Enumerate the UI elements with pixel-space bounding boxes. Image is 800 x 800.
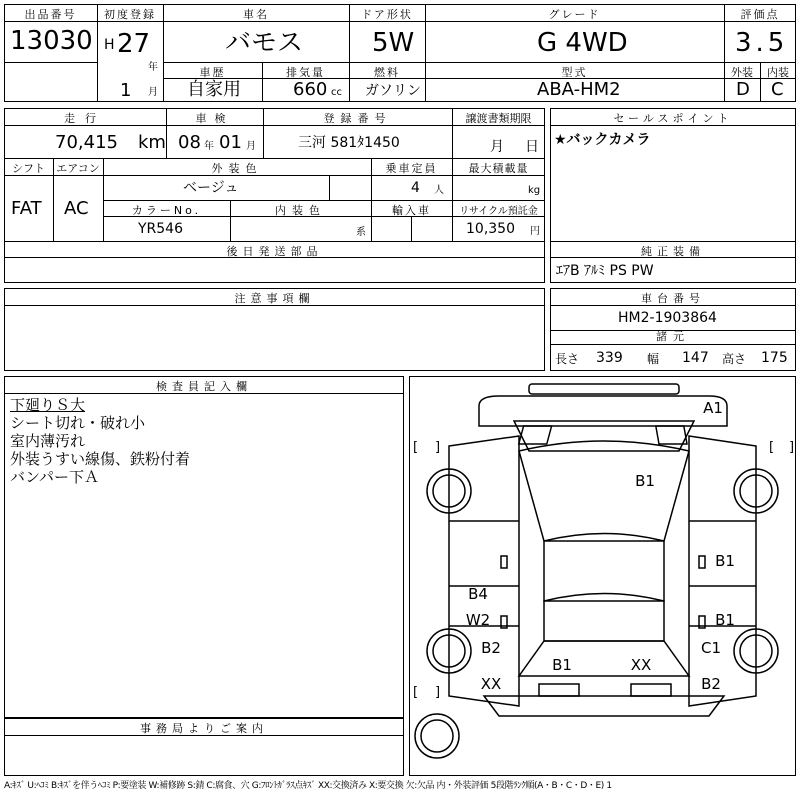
chassis-number: HM2-1903864 bbox=[618, 310, 717, 326]
year-unit: 年 bbox=[148, 62, 158, 73]
score: 3.5 bbox=[735, 28, 789, 58]
front-bumper-shape bbox=[529, 384, 679, 394]
car-name: バモス bbox=[225, 28, 304, 58]
shift-label: シフト bbox=[12, 162, 45, 175]
first-reg-month: 1 bbox=[120, 80, 132, 101]
inspector-note: 下廻りＳ大 bbox=[10, 396, 86, 414]
mirror-right bbox=[699, 556, 705, 568]
inspector-notes bbox=[10, 396, 190, 486]
grade-label: グレード bbox=[548, 8, 601, 21]
era: H bbox=[104, 37, 115, 53]
left-body-shape bbox=[449, 436, 519, 706]
int-label: 内装 bbox=[767, 66, 789, 79]
inspection-month: 01 bbox=[219, 132, 242, 153]
colorno-label: カラーNo. bbox=[131, 204, 202, 217]
length-label: 長さ bbox=[555, 352, 580, 366]
width: 147 bbox=[682, 350, 709, 366]
damage-mark: W2 bbox=[465, 611, 491, 629]
tail-light-right bbox=[631, 684, 671, 696]
transfer-day-unit: 日 bbox=[525, 139, 539, 155]
import-label: 輸入車 bbox=[392, 204, 431, 217]
capacity-unit: 人 bbox=[434, 185, 444, 196]
genuine-equipment: ｴｱB ｱﾙﾐ PS PW bbox=[556, 263, 654, 279]
roof-front-shape bbox=[519, 441, 689, 541]
later-parts-label: 後日発送部品 bbox=[226, 245, 323, 258]
model-label: 型式 bbox=[561, 66, 588, 79]
exterior-color: ベージュ bbox=[183, 180, 239, 196]
int-score: C bbox=[771, 79, 784, 100]
door: 5W bbox=[372, 28, 415, 58]
plate-number: 三河 581ﾀ1450 bbox=[298, 135, 400, 151]
inspection-label: 車検 bbox=[195, 112, 234, 125]
color-label: 外装色 bbox=[211, 162, 263, 175]
genuine-label: 純正装備 bbox=[641, 245, 705, 258]
mileage-label: 走行 bbox=[64, 112, 106, 125]
fuel-label: 燃料 bbox=[374, 66, 400, 79]
selling-points-text: ★バックカメラ bbox=[554, 132, 651, 148]
bracket: ] bbox=[435, 685, 441, 700]
selling-points-label: セールスポイント bbox=[613, 112, 733, 125]
bracket: [ bbox=[769, 440, 775, 455]
load-unit: kg bbox=[528, 185, 541, 196]
ext-label: 外装 bbox=[731, 66, 753, 79]
inspection-year-unit: 年 bbox=[204, 141, 214, 152]
history: 自家用 bbox=[187, 79, 241, 100]
rear-window-shape bbox=[519, 641, 689, 676]
damage-mark: B1 bbox=[552, 656, 572, 674]
recycle-label: リサイクル預託金 bbox=[459, 206, 538, 217]
chassis-label: 車台番号 bbox=[641, 292, 705, 305]
inspection-year: 08 bbox=[178, 132, 201, 153]
lot-no-label: 出品番号 bbox=[24, 8, 77, 21]
bracket: ] bbox=[789, 440, 795, 455]
inspection-month-unit: 月 bbox=[246, 141, 256, 152]
first-reg-label: 初度登録 bbox=[104, 8, 156, 21]
history-label: 車歴 bbox=[199, 66, 226, 79]
damage-mark: B4 bbox=[468, 585, 488, 603]
inspector-label: 検査員記入欄 bbox=[156, 380, 252, 393]
height-label: 高さ bbox=[722, 352, 747, 366]
right-body-shape bbox=[689, 436, 756, 706]
length: 339 bbox=[596, 350, 623, 366]
inspector-note: バンパー下Ａ bbox=[10, 468, 99, 486]
cc-unit: cc bbox=[331, 87, 342, 98]
load-label: 最大積載量 bbox=[468, 162, 529, 175]
yen-unit: 円 bbox=[530, 226, 540, 237]
damage-mark: B1 bbox=[715, 552, 735, 570]
bracket: [ bbox=[413, 440, 419, 455]
height: 175 bbox=[761, 350, 788, 366]
plate-label: 登録番号 bbox=[323, 112, 392, 125]
capacity: 4 bbox=[411, 180, 420, 196]
ac: AC bbox=[64, 198, 89, 219]
selling-points-block bbox=[550, 108, 796, 242]
damage-mark: XX bbox=[630, 656, 652, 674]
car-diagram-svg bbox=[409, 376, 796, 776]
transfer-month-unit: 月 bbox=[490, 139, 504, 155]
grade: G 4WD bbox=[537, 28, 628, 58]
damage-mark: B2 bbox=[481, 639, 501, 657]
inspector-note: 外装うすい線傷、鉄粉付着 bbox=[10, 450, 191, 468]
width-label: 幅 bbox=[647, 352, 660, 366]
door-label: ドア形状 bbox=[361, 8, 413, 21]
model: ABA-HM2 bbox=[537, 79, 621, 100]
spec-label: 諸元 bbox=[656, 330, 690, 343]
capacity-label: 乗車定員 bbox=[385, 162, 438, 175]
bracket: [ bbox=[413, 685, 419, 700]
tail-light-left bbox=[539, 684, 579, 696]
fuel: ガソリン bbox=[365, 83, 421, 99]
score-label: 評価点 bbox=[740, 8, 780, 21]
damage-mark: XX bbox=[480, 675, 502, 693]
displacement: 660 bbox=[293, 79, 328, 100]
office-label: 事務局よりご案内 bbox=[140, 722, 268, 735]
mirror-left bbox=[501, 556, 507, 568]
bracket: ] bbox=[435, 440, 441, 455]
damage-mark: B1 bbox=[635, 472, 655, 490]
interior-color-unit: 系 bbox=[356, 227, 366, 238]
damage-mark: B2 bbox=[701, 675, 721, 693]
rear-bumper-shape bbox=[484, 696, 724, 716]
damage-mark: C1 bbox=[700, 639, 722, 657]
inspector-note: シート切れ・破れ小 bbox=[10, 414, 146, 432]
ext-score: D bbox=[736, 79, 750, 100]
displacement-label: 排気量 bbox=[286, 66, 325, 79]
km-unit: km bbox=[138, 132, 166, 153]
damage-mark: B1 bbox=[715, 611, 735, 629]
lot-no: 13030 bbox=[10, 26, 93, 56]
color-number: YR546 bbox=[138, 221, 184, 237]
recycle-fee: 10,350 bbox=[466, 221, 515, 237]
roof-shape bbox=[544, 541, 664, 601]
car-name-label: 車名 bbox=[243, 8, 269, 21]
legend-text: A:ｷｽﾞ U:ﾍｺﾐ B:ｷｽﾞを伴うﾍｺﾐ P:要塗装 W:補修跡 S:錆 C:腐食、穴 G:ﾌﾛﾝﾄｶﾞﾗｽ点ｷｽﾞ XX:交換済み X:要交換 欠:欠品 内・外装評価 5段階ﾗﾝｸ順(A・B・C・D・E) 1 bbox=[4, 781, 612, 791]
shift: FAT bbox=[11, 198, 42, 219]
month-unit: 月 bbox=[148, 87, 158, 98]
notes-label: 注意事項欄 bbox=[234, 292, 315, 305]
headlight-right bbox=[656, 426, 687, 444]
ac-label: エアコン bbox=[56, 162, 100, 175]
damage-mark: A1 bbox=[703, 399, 723, 417]
inspector-note: 室内薄汚れ bbox=[10, 432, 86, 450]
first-reg-year: 27 bbox=[117, 29, 151, 59]
mileage: 70,415 bbox=[55, 132, 118, 153]
transfer-label: 譲渡書類期限 bbox=[465, 112, 532, 125]
interior-color-label: 内装色 bbox=[275, 204, 326, 217]
